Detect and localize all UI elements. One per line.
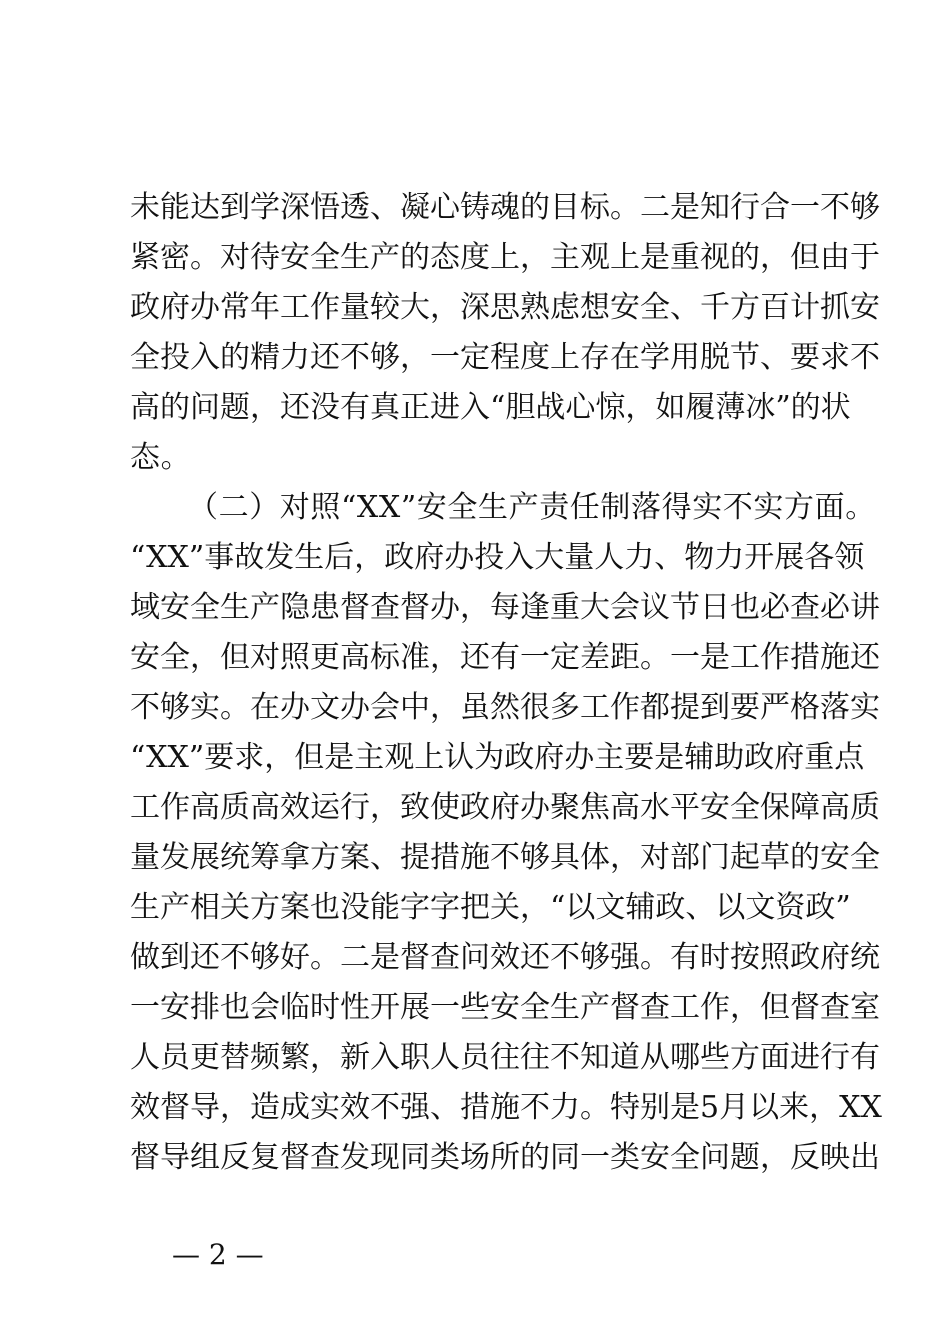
text-line: 督导组反复督查发现同类场所的同一类安全问题，反映出 xyxy=(130,1140,880,1175)
page-number: — 2 — xyxy=(172,1238,264,1271)
text-line: 量发展统筹拿方案、提措施不够具体，对部门起草的安全 xyxy=(130,840,880,875)
text-line: 不够实。在办文办会中，虽然很多工作都提到要严格落实 xyxy=(130,690,880,725)
text-line: 高的问题，还没有真正进入“胆战心惊，如履薄冰”的状 xyxy=(130,390,851,425)
text-line: 紧密。对待安全生产的态度上，主观上是重视的，但由于 xyxy=(130,240,880,275)
section-heading: （二）对照“XX”安全生产责任制落得实不实方面。 xyxy=(188,490,876,525)
text-line: 效督导，造成实效不强、措施不力。特别是5月以来，XX xyxy=(130,1090,882,1125)
text-line: 安全，但对照更高标准，还有一定差距。一是工作措施还 xyxy=(130,640,880,675)
text-line: 工作高质高效运行，致使政府办聚焦高水平安全保障高质 xyxy=(130,790,880,825)
text-line: 一安排也会临时性开展一些安全生产督查工作，但督查室 xyxy=(130,990,880,1025)
text-line: 政府办常年工作量较大，深思熟虑想安全、千方百计抓安 xyxy=(130,290,880,325)
text-line: 态。 xyxy=(130,440,192,475)
text-line: 人员更替频繁，新入职人员往往不知道从哪些方面进行有 xyxy=(130,1040,880,1075)
text-line: “XX”事故发生后，政府办投入大量人力、物力开展各领 xyxy=(130,540,865,575)
text-line: 生产相关方案也没能字字把关，“以文辅政、以文资政” xyxy=(130,890,851,925)
text-line: “XX”要求，但是主观上认为政府办主要是辅助政府重点 xyxy=(130,740,865,775)
text-line: 未能达到学深悟透、凝心铸魂的目标。二是知行合一不够 xyxy=(130,190,880,225)
text-line: 做到还不够好。二是督查问效还不够强。有时按照政府统 xyxy=(130,940,880,975)
text-line: 全投入的精力还不够，一定程度上存在学用脱节、要求不 xyxy=(130,340,880,375)
text-line: 域安全生产隐患督查督办，每逢重大会议节日也必查必讲 xyxy=(130,590,880,625)
